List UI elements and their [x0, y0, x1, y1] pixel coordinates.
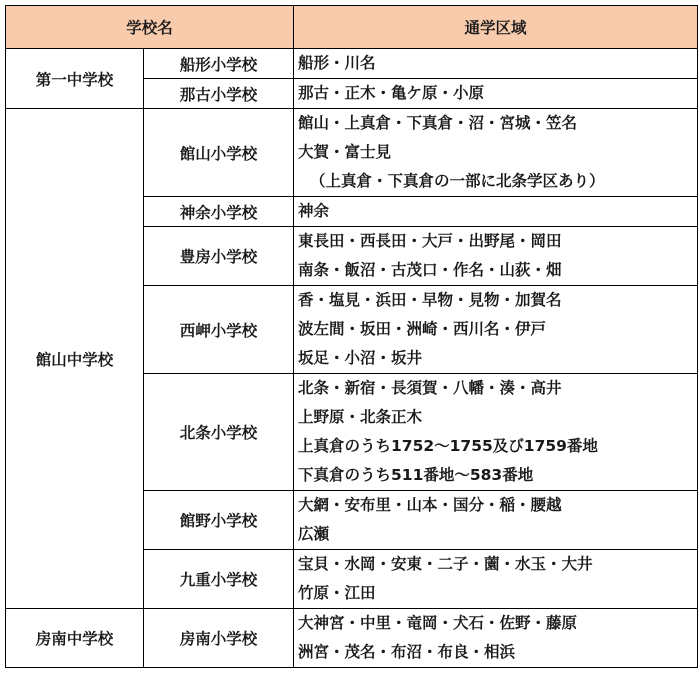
elementary-school-name: 房南小学校	[144, 609, 294, 668]
school-area-cell	[294, 491, 698, 550]
school-area-line: 竹原・江田	[298, 584, 376, 602]
school-area-line: 大網・安布里・山本・国分・稲・腰越	[298, 496, 562, 514]
table-row	[6, 49, 698, 79]
school-area-line: 上真倉のうち1752～1755及び1759番地	[298, 437, 598, 455]
school-area-line: 那古・正木・亀ケ原・小原	[298, 84, 485, 102]
school-area-cell	[294, 609, 698, 668]
header-school-area: 通学区域	[294, 6, 698, 49]
school-area-cell	[294, 374, 698, 491]
school-area-line: 広瀬	[298, 525, 330, 543]
school-district-table	[5, 5, 698, 668]
school-area-cell	[294, 79, 698, 109]
school-area-line: 大賀・富士見	[298, 143, 392, 161]
table-body	[6, 49, 698, 668]
elementary-school-name: 那古小学校	[144, 79, 294, 109]
elementary-school-name: 西岬小学校	[144, 286, 294, 374]
school-area-cell	[294, 286, 698, 374]
elementary-school-name: 豊房小学校	[144, 227, 294, 286]
school-area-cell	[294, 550, 698, 609]
school-area-line: 宝貝・水岡・安東・二子・薗・水玉・大井	[298, 555, 593, 573]
table-row	[6, 109, 698, 197]
middle-school-name: 館山中学校	[6, 109, 144, 609]
school-area-line: 波左間・坂田・洲崎・西川名・伊戸	[298, 320, 547, 338]
table-row	[6, 609, 698, 668]
school-area-line: 下真倉のうち511番地～583番地	[298, 466, 534, 484]
school-area-line: 大神宮・中里・竜岡・犬石・佐野・藤原	[298, 614, 578, 632]
header-school-name: 学校名	[6, 6, 294, 49]
elementary-school-name: 船形小学校	[144, 49, 294, 79]
school-area-line: 坂足・小沼・坂井	[298, 349, 423, 367]
elementary-school-name: 北条小学校	[144, 374, 294, 491]
school-area-line: 上野原・北条正木	[298, 408, 423, 426]
school-district-table-container	[5, 5, 698, 668]
school-area-line: 北条・新宿・長須賀・八幡・湊・高井	[298, 379, 562, 397]
elementary-school-name: 神余小学校	[144, 197, 294, 227]
school-area-cell	[294, 197, 698, 227]
elementary-school-name: 館野小学校	[144, 491, 294, 550]
school-area-cell	[294, 109, 698, 197]
school-area-line: 東長田・西長田・大戸・出野尾・岡田	[298, 232, 562, 250]
school-area-line: 香・塩見・浜田・早物・見物・加賀名	[298, 291, 562, 309]
elementary-school-name: 九重小学校	[144, 550, 294, 609]
school-area-cell	[294, 49, 698, 79]
school-area-line: 南条・飯沼・古茂口・作名・山荻・畑	[298, 261, 562, 279]
school-area-line: 洲宮・茂名・布沼・布良・相浜	[298, 643, 516, 661]
table-header-row	[6, 6, 698, 49]
elementary-school-name: 館山小学校	[144, 109, 294, 197]
middle-school-name: 房南中学校	[6, 609, 144, 668]
school-area-line: （上真倉・下真倉の一部に北条学区あり）	[310, 172, 605, 190]
middle-school-name: 第一中学校	[6, 49, 144, 109]
school-area-line: 船形・川名	[298, 54, 376, 72]
school-area-line: 神余	[298, 202, 330, 220]
school-area-line: 館山・上真倉・下真倉・沼・宮城・笠名	[298, 114, 578, 132]
school-area-cell	[294, 227, 698, 286]
